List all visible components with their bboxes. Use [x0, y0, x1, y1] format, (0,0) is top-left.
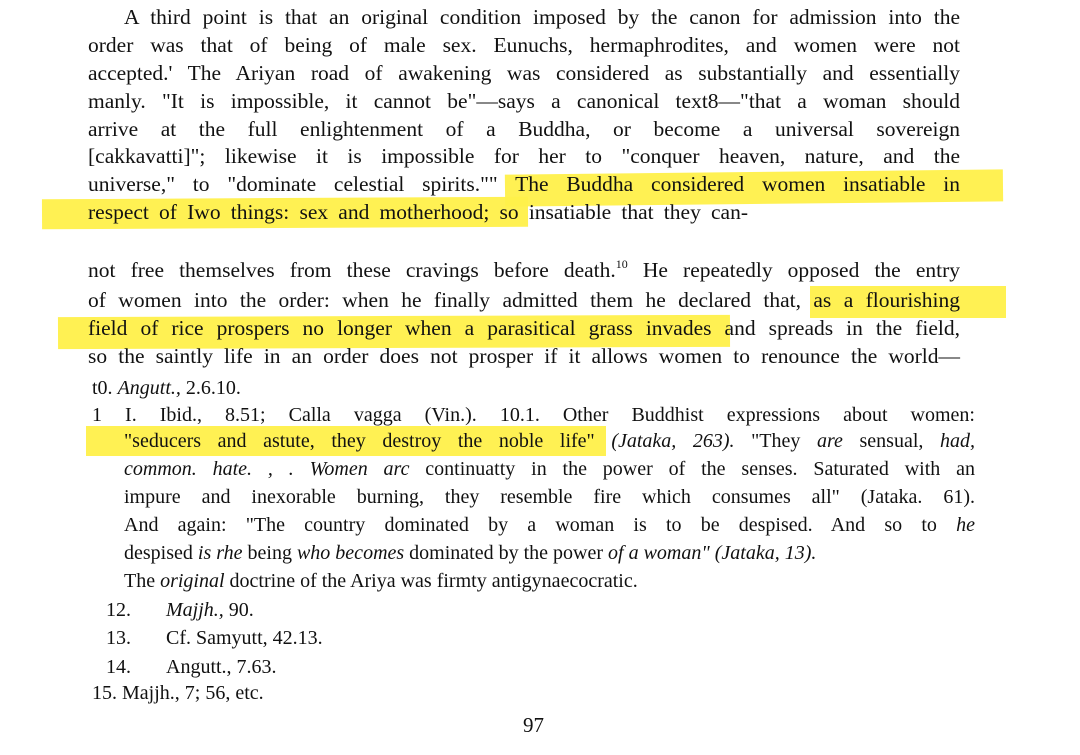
body-line: accepted.' The Ariyan road of awakening was considered as substantially and essentially	[88, 61, 960, 85]
highlighted-text: as a flourishing	[800, 288, 960, 312]
page-number: 97	[523, 713, 544, 737]
footnote-11-line: The original doctrine of the Ariya was firmty antigynaecocratic.	[124, 570, 638, 592]
footnote-11-line: impure and inexorable burning, they resemble fire which consumes all" (Jataka. 61).	[124, 486, 975, 508]
body-line: universe," to "dominate celestial spirits."" The Buddha considered women insatiable in	[88, 172, 960, 196]
highlighted-text: so the saintly life in an order does not prosper if it allows women	[88, 344, 723, 368]
footnote-14: 14.	[106, 656, 131, 678]
body-line: field of rice prospers no longer when a parasitical grass invades and spreads in the field,	[88, 316, 960, 340]
body-line: of women into the order: when he finally admitted them he declared that, as a flourishing	[88, 288, 960, 312]
body-line: A third point is that an original condition imposed by the canon for admission into the	[124, 5, 960, 29]
body-line: [cakkavatti]"; likewise it is impossible for her to "conquer heaven, nature, and the	[88, 144, 960, 168]
footnote-12-text: Majjh., 90.	[166, 599, 254, 621]
footnote-10: t0. Angutt., 2.6.10.	[92, 377, 241, 399]
footnote-12: 12.	[106, 599, 131, 621]
highlighted-text: respect of Iwo things: sex and motherhood;	[88, 200, 490, 224]
highlighted-text: field of rice prospers no longer when a parasitical grass invades	[88, 316, 712, 340]
body-line: manly. "It is impossible, it cannot be"—says a canonical text8—"that a woman should	[88, 89, 960, 113]
body-line: arrive at the full enlightenment of a Buddha, or become a universal sovereign	[88, 117, 960, 141]
highlighted-text: "seducers and astute, they destroy the noble life"	[124, 430, 595, 452]
highlighted-text: The Buddha considered women insatiable in	[497, 172, 960, 196]
footnote-14-text: Angutt., 7.63.	[166, 656, 277, 678]
footnote-13-text: Cf. Samyutt, 42.13.	[166, 627, 323, 649]
body-line: order was that of being of male sex. Eunuchs, hermaphrodites, and women were not	[88, 33, 960, 57]
footnote-11-line: common. hate. , . Women arc continuatty in the power of the senses. Saturated with an	[124, 458, 975, 480]
footnote-13: 13.	[106, 627, 131, 649]
body-line: respect of Iwo things: sex and motherhood; so insatiable that they can-	[88, 200, 748, 224]
footnote-11-line: And again: "The country dominated by a woman is to be despised. And so to he	[124, 514, 975, 536]
footnote-11: 1 I. Ibid., 8.51; Calla vagga (Vin.). 10.1. Other Buddhist expressions about women:	[92, 404, 975, 426]
footnote-ref: 10	[615, 257, 628, 271]
body-line: not free themselves from these cravings before death.$^{10}$ He repeatedly opposed the entry	[88, 257, 960, 282]
footnote-15: 15. Majjh., 7; 56, etc.	[92, 682, 264, 704]
footnote-11-line: "seducers and astute, they destroy the noble life" (Jataka, 263). "They are sensual, had,	[124, 430, 975, 452]
footnote-11-line: despised is rhe being who becomes dominated by the power of a woman" (Jataka, 13).	[124, 542, 817, 564]
body-line: so the saintly life in an order does not prosper if it allows women to renounce the world—	[88, 344, 961, 368]
